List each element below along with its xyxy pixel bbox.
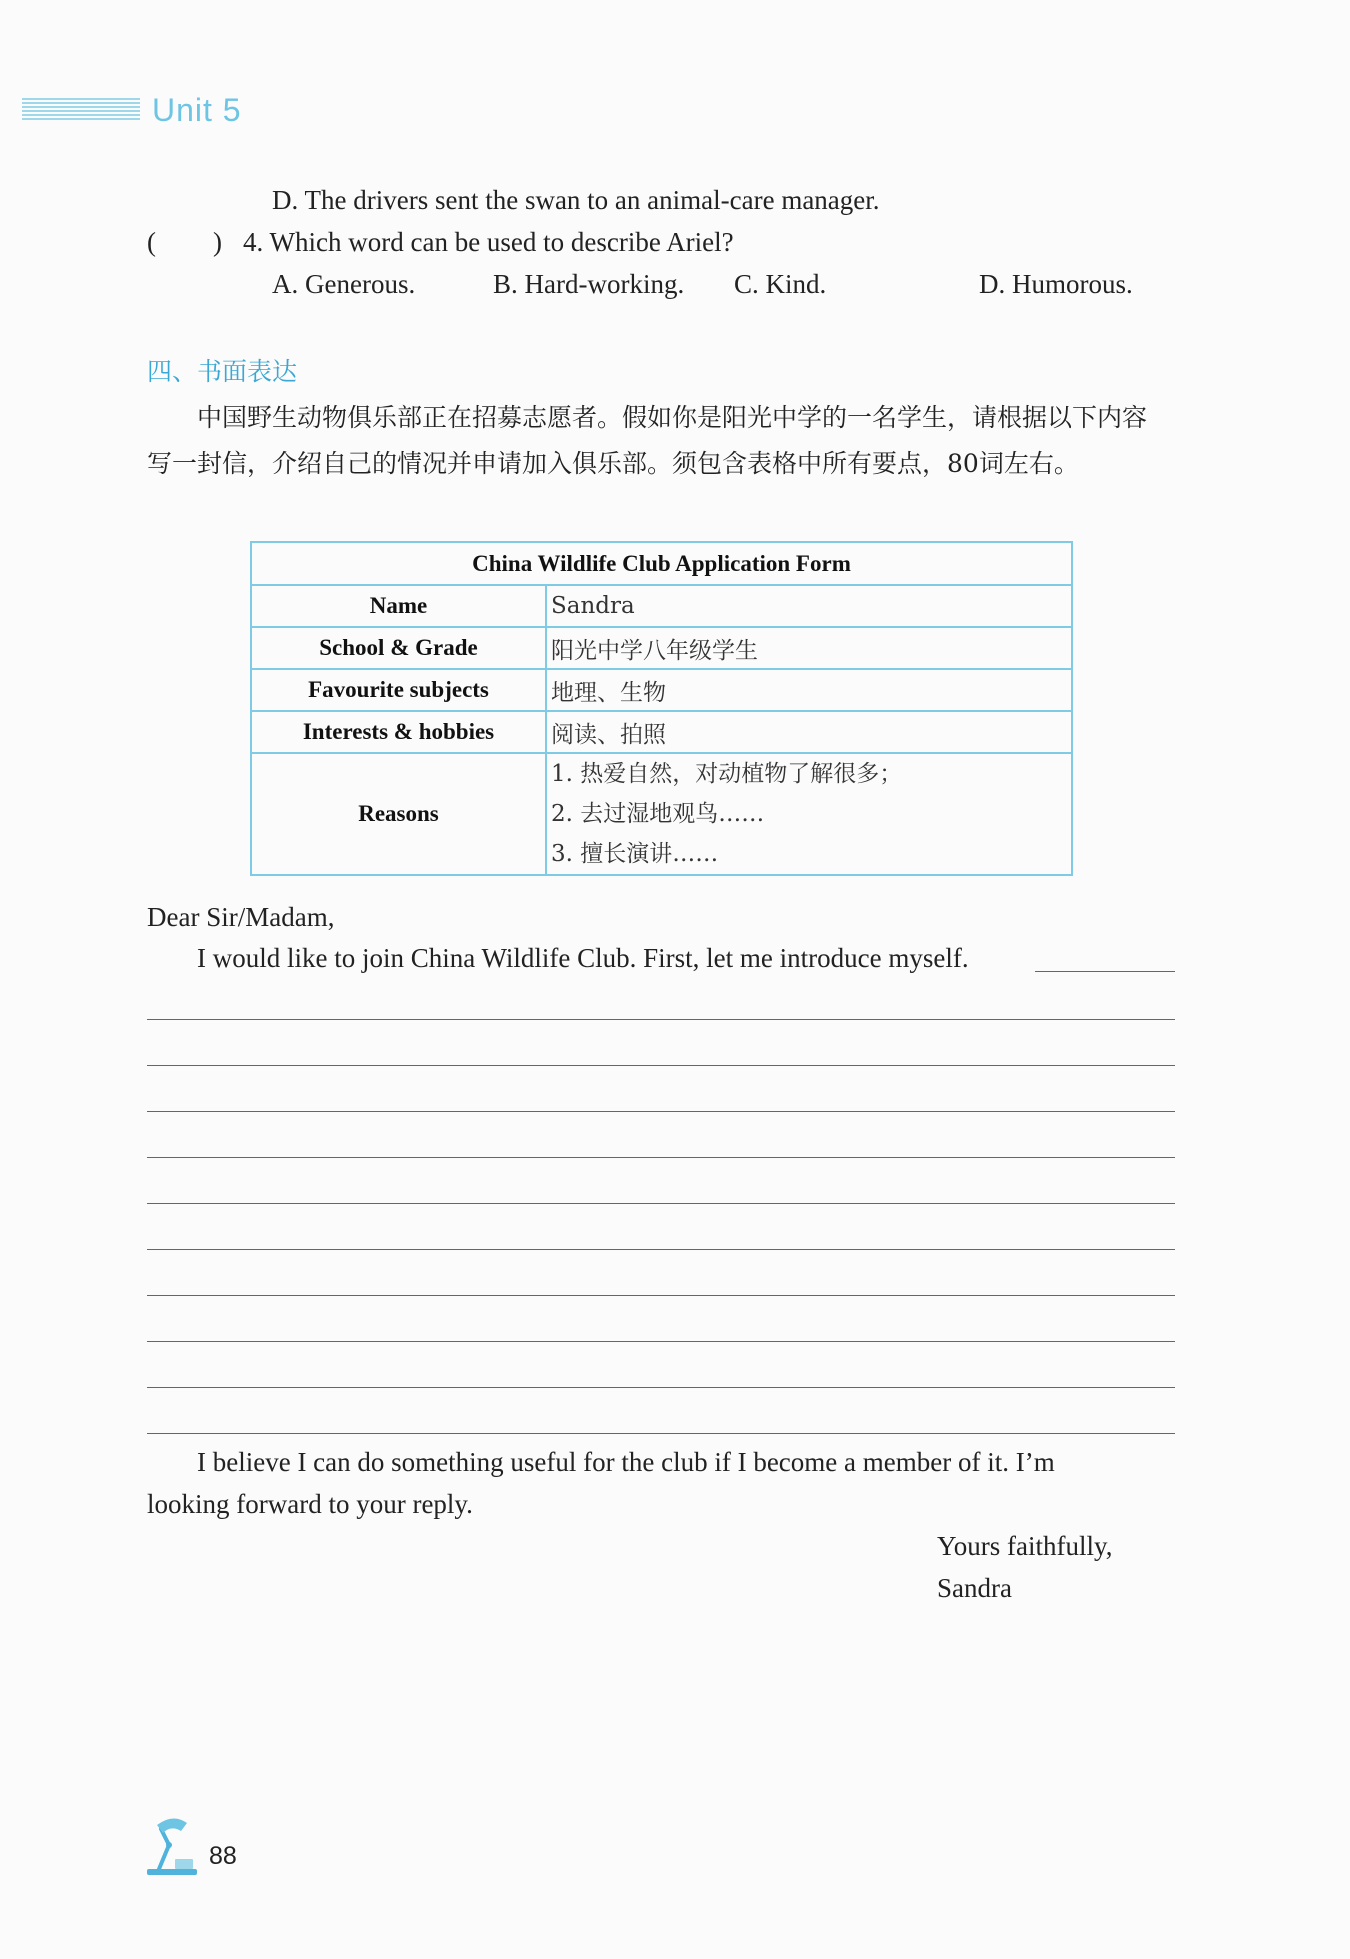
answer-line-6[interactable] — [147, 1249, 1175, 1250]
unit-title: Unit 5 — [152, 91, 242, 128]
form-label-favourite-subjects: Favourite subjects — [251, 669, 546, 711]
letter-greeting: Dear Sir/Madam, — [147, 902, 335, 932]
table-row — [251, 585, 1072, 627]
form-label-interests-hobbies: Interests & hobbies — [251, 711, 546, 753]
form-label-school-grade: School & Grade — [251, 627, 546, 669]
letter-opening: I would like to join China Wildlife Club. First, let me introduce myself. — [197, 943, 969, 973]
reason-item-2: 2. 去过湿地观鸟…… — [551, 801, 765, 827]
section-title-writing: 四、书面表达 — [147, 357, 298, 386]
letter-signoff: Yours faithfully, — [937, 1531, 1113, 1561]
form-value-favourite-subjects: 地理、生物 — [546, 669, 1072, 711]
answer-line-1[interactable] — [147, 1019, 1175, 1020]
answer-line-3[interactable] — [147, 1111, 1175, 1112]
answer-line-9[interactable] — [147, 1387, 1175, 1388]
reason-item-3: 3. 擅长演讲…… — [551, 841, 719, 867]
writing-instructions: 中国野生动物俱乐部正在招募志愿者。假如你是阳光中学的一名学生，请根据以下内容写一封信，介绍自己的情况并申请加入俱乐部。须包含表格中所有要点，80词左右。 — [147, 403, 1148, 478]
reason-item-1: 1. 热爱自然，对动植物了解很多； — [551, 761, 903, 787]
q4-bracket-close: ) — [213, 227, 222, 257]
table-row — [251, 669, 1072, 711]
unit-header — [22, 88, 242, 132]
form-label-reasons: Reasons — [251, 753, 546, 875]
answer-line-4[interactable] — [147, 1157, 1175, 1158]
q4-option-c: C. Kind. — [734, 269, 827, 299]
desk-lamp-icon — [145, 1815, 201, 1877]
form-value-name: Sandra — [546, 585, 1072, 627]
q4-option-b: B. Hard-working. — [493, 269, 685, 299]
table-row — [251, 711, 1072, 753]
header-stripes-decoration — [22, 98, 140, 122]
letter-closing-line-2: looking forward to your reply. — [147, 1489, 473, 1519]
table-row — [251, 753, 1072, 875]
option-d-previous-question: D. The drivers sent the swan to an animal-care manager. — [272, 185, 880, 215]
answer-line-2[interactable] — [147, 1065, 1175, 1066]
answer-line-10[interactable] — [147, 1433, 1175, 1434]
q4-bracket-open: ( — [147, 227, 156, 257]
q4-question-text: 4. Which word can be used to describe Ariel? — [243, 227, 734, 257]
answer-line-5[interactable] — [147, 1203, 1175, 1204]
q4-option-a: A. Generous. — [272, 269, 416, 299]
form-value-reasons — [546, 753, 1072, 875]
letter-signature: Sandra — [937, 1573, 1012, 1603]
answer-line-7[interactable] — [147, 1295, 1175, 1296]
answer-line-8[interactable] — [147, 1341, 1175, 1342]
letter-closing-line-1: I believe I can do something useful for the club if I become a member of it. I’m — [197, 1447, 1055, 1477]
answer-blank-inline[interactable] — [1035, 971, 1175, 972]
form-title: China Wildlife Club Application Form — [251, 542, 1072, 585]
form-label-name: Name — [251, 585, 546, 627]
form-value-school-grade: 阳光中学八年级学生 — [546, 627, 1072, 669]
page-footer — [145, 1815, 237, 1877]
table-row — [251, 627, 1072, 669]
form-value-interests-hobbies: 阅读、拍照 — [546, 711, 1072, 753]
page-number: 88 — [209, 1842, 237, 1870]
q4-option-d: D. Humorous. — [979, 269, 1133, 299]
application-form-table — [250, 541, 1073, 876]
